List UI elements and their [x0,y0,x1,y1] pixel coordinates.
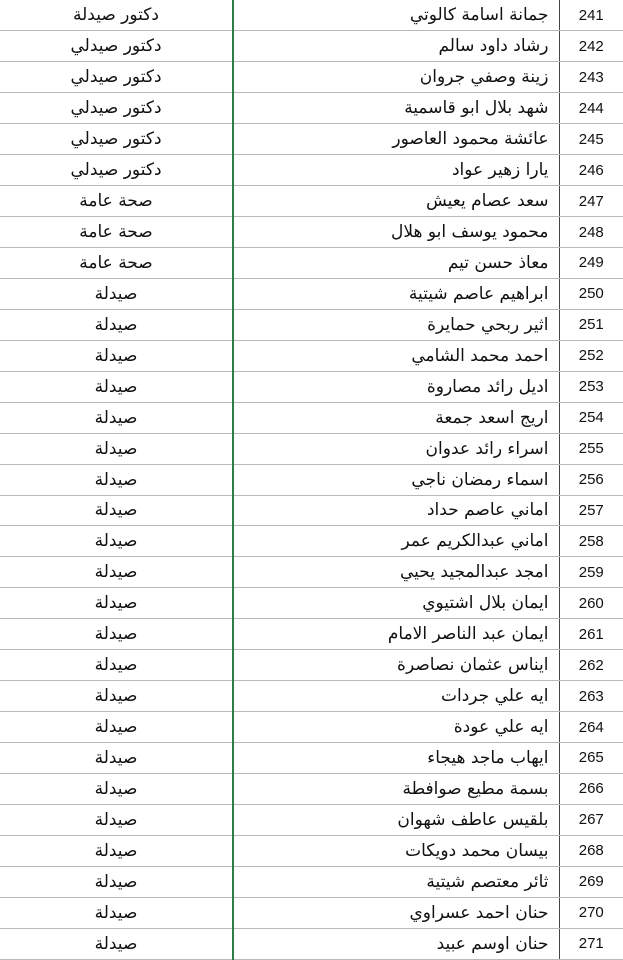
number-cell[interactable]: 258 [559,526,623,557]
name-cell[interactable]: ايمان عبد الناصر الامام [233,619,559,650]
table-row [0,278,623,309]
spec-cell[interactable]: صحة عامة [0,248,233,279]
table-row [0,62,623,93]
number-cell[interactable]: 261 [559,619,623,650]
table-row [0,186,623,217]
spec-cell[interactable]: صيدلة [0,743,233,774]
name-cell[interactable]: اماني عاصم حداد [233,495,559,526]
table-row [0,402,623,433]
number-cell[interactable]: 264 [559,712,623,743]
table-row [0,464,623,495]
table-row [0,681,623,712]
number-cell[interactable]: 255 [559,433,623,464]
spec-cell[interactable]: صيدلة [0,650,233,681]
table-row [0,773,623,804]
table-row [0,619,623,650]
table-row [0,248,623,279]
number-cell[interactable]: 252 [559,340,623,371]
name-cell[interactable]: بيسان محمد دويكات [233,835,559,866]
name-cell[interactable]: ايهاب ماجد هيجاء [233,743,559,774]
number-cell[interactable]: 270 [559,897,623,928]
table-row [0,712,623,743]
name-cell[interactable]: بلقيس عاطف شهوان [233,804,559,835]
spec-cell[interactable]: دكتور صيدلة [0,0,233,31]
spec-cell[interactable]: دكتور صيدلي [0,124,233,155]
table-row [0,743,623,774]
name-cell[interactable]: اثير ربحي حمايرة [233,309,559,340]
spec-cell[interactable]: دكتور صيدلي [0,155,233,186]
spec-cell[interactable]: صيدلة [0,773,233,804]
table-row [0,866,623,897]
name-cell[interactable]: احمد محمد الشامي [233,340,559,371]
table-row [0,588,623,619]
number-cell[interactable]: 248 [559,217,623,248]
spec-cell[interactable]: صيدلة [0,464,233,495]
spec-cell[interactable]: صيدلة [0,340,233,371]
spec-cell[interactable]: صيدلة [0,588,233,619]
number-cell[interactable]: 245 [559,124,623,155]
number-cell[interactable]: 250 [559,278,623,309]
number-cell[interactable]: 243 [559,62,623,93]
spec-cell[interactable]: دكتور صيدلي [0,93,233,124]
number-cell[interactable]: 271 [559,928,623,959]
spec-cell[interactable]: دكتور صيدلي [0,62,233,93]
number-cell[interactable]: 257 [559,495,623,526]
table-row [0,433,623,464]
name-cell[interactable]: حنان احمد عسراوي [233,897,559,928]
number-cell[interactable]: 269 [559,866,623,897]
table-row [0,0,623,31]
table-row [0,835,623,866]
spec-cell[interactable]: صيدلة [0,278,233,309]
spec-cell[interactable]: صيدلة [0,928,233,959]
name-cell[interactable]: شهد بلال ابو قاسمية [233,93,559,124]
name-cell[interactable]: بسمة مطيع صوافطة [233,773,559,804]
number-cell[interactable]: 253 [559,371,623,402]
number-cell[interactable]: 241 [559,0,623,31]
spec-cell[interactable]: صيدلة [0,526,233,557]
spec-cell[interactable]: صيدلة [0,495,233,526]
table-row [0,557,623,588]
number-cell[interactable]: 242 [559,31,623,62]
name-cell[interactable]: ايه علي جردات [233,681,559,712]
spec-cell[interactable]: صيدلة [0,681,233,712]
table-row [0,124,623,155]
table-row [0,495,623,526]
name-cell[interactable]: يارا زهير عواد [233,155,559,186]
table-row [0,928,623,959]
spec-cell[interactable]: صيدلة [0,371,233,402]
spec-cell[interactable]: صيدلة [0,402,233,433]
table-row [0,526,623,557]
table-row [0,31,623,62]
number-cell[interactable]: 244 [559,93,623,124]
number-cell[interactable]: 247 [559,186,623,217]
name-cell[interactable]: ثائر معتصم شيتية [233,866,559,897]
name-cell[interactable]: محمود يوسف ابو هلال [233,217,559,248]
number-cell[interactable]: 263 [559,681,623,712]
number-cell[interactable]: 260 [559,588,623,619]
name-cell[interactable]: ابراهيم عاصم شيتية [233,278,559,309]
number-cell[interactable]: 267 [559,804,623,835]
name-cell[interactable]: معاذ حسن تيم [233,248,559,279]
number-cell[interactable]: 268 [559,835,623,866]
number-cell[interactable]: 265 [559,743,623,774]
name-cell[interactable]: زينة وصفي جروان [233,62,559,93]
number-cell[interactable]: 251 [559,309,623,340]
number-cell[interactable]: 246 [559,155,623,186]
table-row [0,93,623,124]
name-cell[interactable]: اديل رائد مصاروة [233,371,559,402]
name-cell[interactable]: اماني عبدالكريم عمر [233,526,559,557]
table-row [0,897,623,928]
spec-cell[interactable]: صيدلة [0,309,233,340]
spec-cell[interactable]: صيدلة [0,804,233,835]
number-cell[interactable]: 256 [559,464,623,495]
table-row [0,804,623,835]
spec-cell[interactable]: صيدلة [0,712,233,743]
number-cell[interactable]: 266 [559,773,623,804]
name-cell[interactable]: ايه علي عودة [233,712,559,743]
name-cell[interactable]: عائشة محمود العاصور [233,124,559,155]
name-cell[interactable]: اسماء رمضان ناجي [233,464,559,495]
spec-cell[interactable]: صيدلة [0,835,233,866]
table-row [0,650,623,681]
spec-cell[interactable]: صحة عامة [0,217,233,248]
number-cell[interactable]: 259 [559,557,623,588]
name-cell[interactable]: اسراء رائد عدوان [233,433,559,464]
name-cell[interactable]: جمانة اسامة كالوتي [233,0,559,31]
table-row [0,309,623,340]
spec-cell[interactable]: صيدلة [0,897,233,928]
name-cell[interactable]: امجد عبدالمجيد يحيي [233,557,559,588]
table-row [0,371,623,402]
spec-cell[interactable]: صيدلة [0,619,233,650]
spec-cell[interactable]: صحة عامة [0,186,233,217]
spec-cell[interactable]: صيدلة [0,433,233,464]
table-row [0,340,623,371]
name-cell[interactable]: اريج اسعد جمعة [233,402,559,433]
name-cell[interactable]: حنان اوسم عبيد [233,928,559,959]
table-row [0,217,623,248]
name-cell[interactable]: سعد عصام يعيش [233,186,559,217]
name-cell[interactable]: رشاد داود سالم [233,31,559,62]
table-row [0,155,623,186]
number-cell[interactable]: 254 [559,402,623,433]
name-cell[interactable]: ايناس عثمان نصاصرة [233,650,559,681]
number-cell[interactable]: 249 [559,248,623,279]
spec-cell[interactable]: دكتور صيدلي [0,31,233,62]
name-cell[interactable]: ايمان بلال اشتيوي [233,588,559,619]
spec-cell[interactable]: صيدلة [0,557,233,588]
number-cell[interactable]: 262 [559,650,623,681]
spec-cell[interactable]: صيدلة [0,866,233,897]
